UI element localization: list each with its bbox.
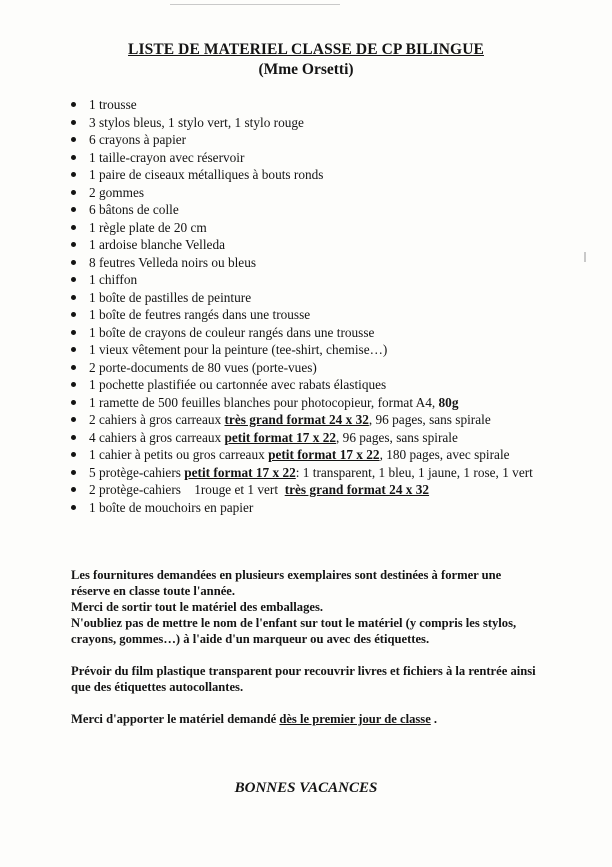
list-item: 5 protège-cahiers petit format 17 x 22: 1 transparent, 1 bleu, 1 jaune, 1 rose, 1 vert bbox=[68, 464, 548, 482]
list-item: 1 boîte de crayons de couleur rangés dans une trousse bbox=[68, 324, 548, 342]
notes-section bbox=[71, 567, 541, 727]
list-item: 2 gommes bbox=[68, 184, 548, 202]
list-item: 1 trousse bbox=[68, 96, 548, 114]
list-item: 6 bâtons de colle bbox=[68, 201, 548, 219]
format-emphasis: petit format 17 x 22 bbox=[184, 464, 296, 480]
note-first-day: Merci d'apporter le matériel demandé dès le premier jour de classe . bbox=[71, 712, 438, 726]
page-subtitle: (Mme Orsetti) bbox=[258, 61, 354, 78]
note-labels: N'oubliez pas de mettre le nom de l'enfant sur tout le matériel (y compris les stylos, crayons, gommes…) à l'aide d'un marqueur ou avec des étiquettes. bbox=[71, 616, 517, 646]
list-item: 1 ramette de 500 feuilles blanches pour photocopieur, format A4, 80g bbox=[68, 394, 548, 412]
list-item: 2 porte-documents de 80 vues (porte-vues) bbox=[68, 359, 548, 377]
list-item: 1 boîte de pastilles de peinture bbox=[68, 289, 548, 307]
note-plastic-film: Prévoir du film plastique transparent pour recouvrir livres et fichiers à la rentrée ainsi que des étiquettes autocollantes. bbox=[71, 664, 536, 694]
list-item: 1 chiffon bbox=[68, 271, 548, 289]
list-item: 1 boîte de feutres rangés dans une trousse bbox=[68, 306, 548, 324]
format-emphasis: petit format 17 x 22 bbox=[224, 429, 337, 445]
list-item: 1 règle plate de 20 cm bbox=[68, 219, 548, 237]
list-item: 1 taille-crayon avec réservoir bbox=[68, 149, 548, 167]
list-item: 2 protège-cahiers 1rouge et 1 vert très grand format 24 x 32 bbox=[68, 481, 548, 499]
list-item: 1 boîte de mouchoirs en papier bbox=[68, 499, 548, 517]
first-day-emphasis: dès le premier jour de classe bbox=[279, 712, 431, 726]
paper-weight: 80g bbox=[438, 394, 459, 410]
list-item: 1 pochette plastifiée ou cartonnée avec rabats élastiques bbox=[68, 376, 548, 394]
list-item: 4 cahiers à gros carreaux petit format 17 x 22, 96 pages, sans spirale bbox=[68, 429, 548, 447]
closing-greeting: BONNES VACANCES bbox=[234, 780, 378, 796]
list-item: 6 crayons à papier bbox=[68, 131, 548, 149]
page-title: LISTE DE MATERIEL CLASSE DE CP BILINGUE bbox=[128, 41, 484, 58]
list-item: 3 stylos bleus, 1 stylo vert, 1 stylo rouge bbox=[68, 114, 548, 132]
note-packaging: Merci de sortir tout le matériel des emballages. bbox=[71, 600, 324, 614]
list-item: 1 ardoise blanche Velleda bbox=[68, 236, 548, 254]
list-item: 2 cahiers à gros carreaux très grand format 24 x 32, 96 pages, sans spirale bbox=[68, 411, 548, 429]
list-item: 1 vieux vêtement pour la peinture (tee-shirt, chemise…) bbox=[68, 341, 548, 359]
format-emphasis: très grand format 24 x 32 bbox=[224, 412, 369, 427]
format-emphasis: très grand format 24 x 32 bbox=[284, 482, 430, 497]
list-item: 1 paire de ciseaux métalliques à bouts ronds bbox=[68, 166, 548, 184]
format-emphasis: petit format 17 x 22 bbox=[268, 447, 380, 462]
list-item: 1 cahier à petits ou gros carreaux petit format 17 x 22, 180 pages, avec spirale bbox=[68, 446, 548, 464]
note-reserve: Les fournitures demandées en plusieurs exemplaires sont destinées à former une réserve en classe toute l'année. bbox=[71, 568, 502, 598]
scan-artifact-mark bbox=[584, 252, 586, 262]
supply-list bbox=[68, 96, 548, 516]
scan-artifact-line bbox=[170, 4, 340, 5]
list-item: 8 feutres Velleda noirs ou bleus bbox=[68, 254, 548, 272]
